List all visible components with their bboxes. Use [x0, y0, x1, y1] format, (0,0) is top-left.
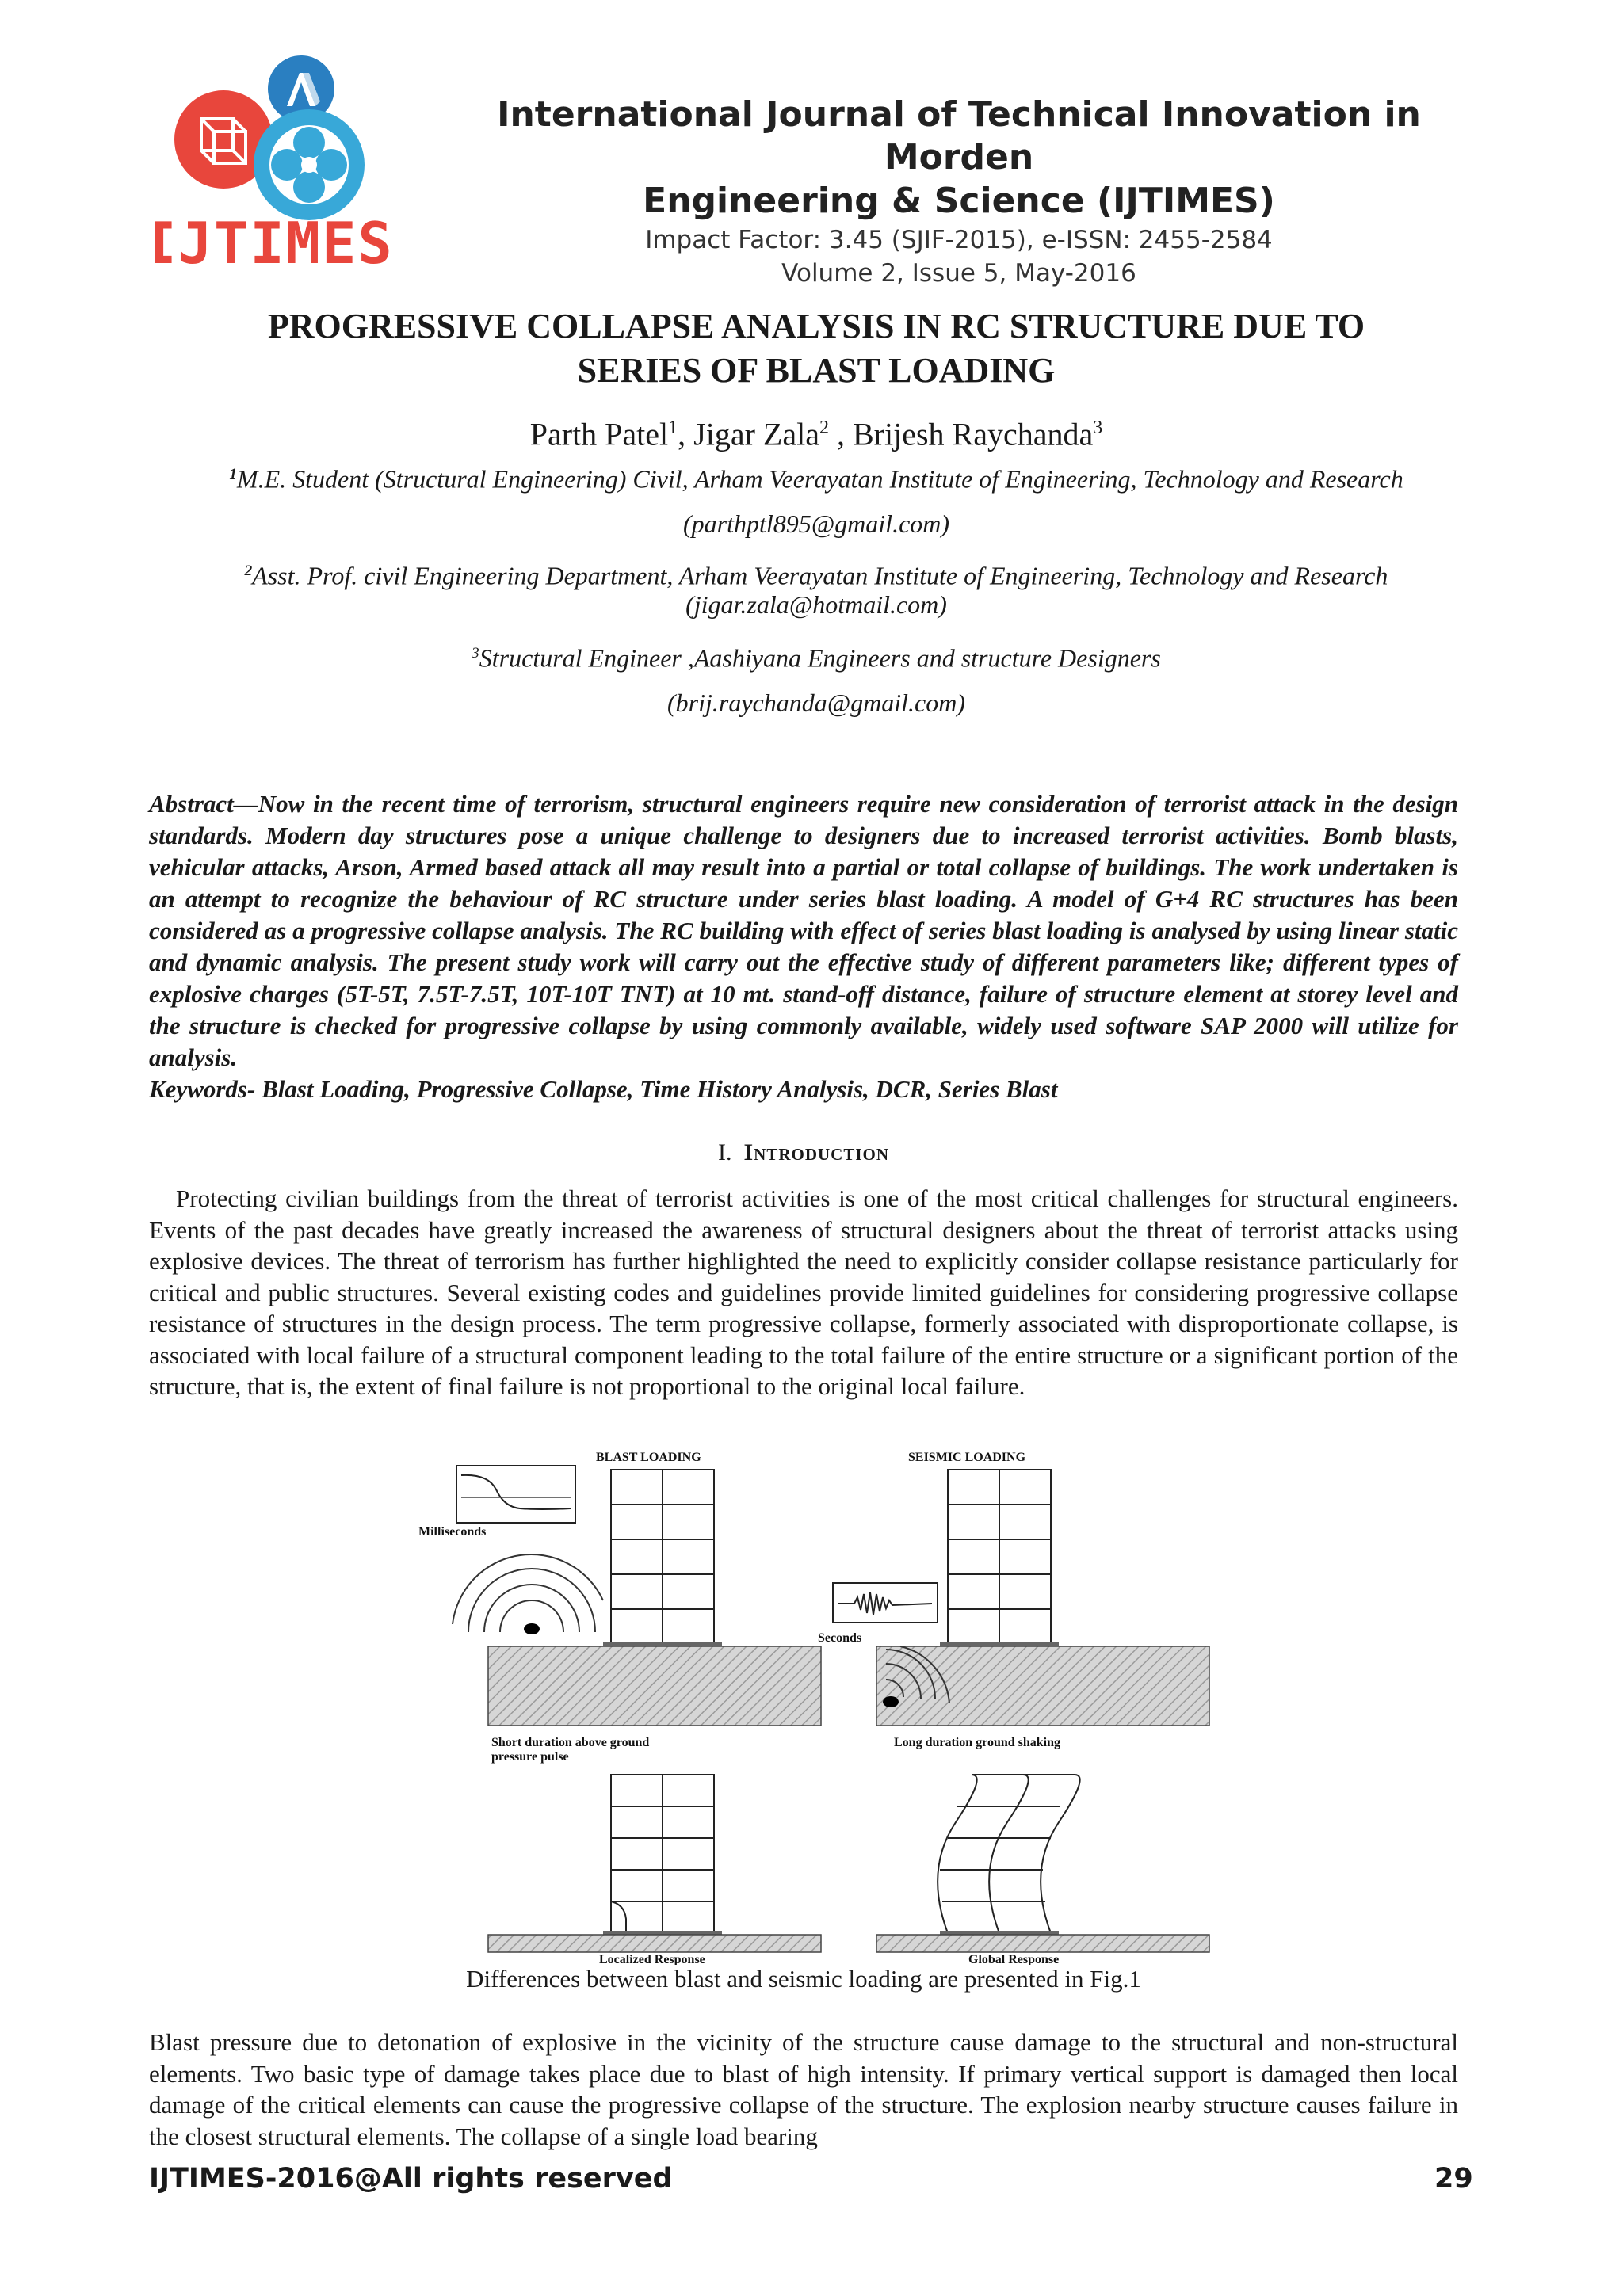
figure-caption: Differences between blast and seismic loading are presented in Fig.1	[466, 1965, 1141, 1993]
label-milliseconds: Milliseconds	[418, 1525, 487, 1539]
blast-loading-panel	[418, 1451, 821, 1764]
label-blast-loading: BLAST LOADING	[596, 1451, 701, 1464]
label-localized-response: Localized Response	[599, 1953, 705, 1965]
intro-paragraph: Protecting civilian buildings from the threat of terrorist activities is one of the most critical challenges for structural engineers. Events of the past decades have greatly increased the awareness of structural designers about the threat of terrorist attacks using explosive devices. The threat of terrorism has further highlighted the need to explicitly consider collapse resistance particularly for critical and public structures. Several existing codes and guidelines provide limited guidelines for considering progressive collapse resistance of structures in the design process. The term progressive collapse, formerly associated with disproportionate collapse, is associated with local failure of a structural component leading to the total failure of the entire structure or a significant portion of the structure, that is, the extent of final failure is not proportional to the original local failure.	[149, 1184, 1458, 1400]
global-response-panel	[876, 1775, 1209, 1965]
paper-title-line2: SERIES OF BLAST LOADING	[577, 351, 1056, 390]
affiliation-2	[151, 555, 1482, 593]
figure-blast-vs-seismic	[401, 1442, 1222, 1965]
blast-paragraph: Blast pressure due to detonation of explosive in the vicinity of the structure cause damage to the structural and non-structural elements. Two basic type of damage takes place due to blast of high intensity. If primary vertical support is damaged then local damage of the critical elements can cause the progressive collapse of the structure. The explosion nearby structure causes failure in the closest structural elements. The collapse of a single load bearing	[149, 2028, 1458, 2150]
paper-title-line1: PROGRESSIVE COLLAPSE ANALYSIS IN RC STRUCTURE DUE TO	[267, 307, 1365, 345]
keywords: Keywords- Blast Loading, Progressive Collapse, Time History Analysis, DCR, Series Blast	[149, 1075, 1058, 1103]
affiliation-2-email: (jigar.zala@hotmail.com)	[685, 590, 947, 619]
journal-logo	[155, 46, 393, 276]
author-affiliation-mark: 1	[668, 418, 678, 438]
localized-response-panel	[488, 1775, 821, 1965]
paper-title	[151, 304, 1482, 393]
affiliation-3	[151, 637, 1482, 675]
page-number: 29	[1434, 2163, 1473, 2195]
logo-text: IJTIMES	[155, 210, 393, 276]
author-affiliation-mark: 3	[1093, 418, 1103, 438]
affiliation-text: Asst. Prof. civil Engineering Department, Arham Veerayatan Institute of Engineering, Technology and Research	[252, 561, 1388, 590]
author-separator: ,	[828, 416, 853, 452]
journal-volume-issue: Volume 2, Issue 5, May-2016	[781, 259, 1136, 288]
seismic-loading-panel	[818, 1451, 1209, 1749]
affiliation-text: Structural Engineer ,Aashiyana Engineers and structure Designers	[479, 643, 1161, 673]
journal-header	[444, 93, 1474, 290]
section-number: I.	[717, 1139, 732, 1165]
affiliation-1	[151, 458, 1482, 496]
section-heading	[149, 1137, 1458, 1169]
affiliation-mark: 3	[472, 645, 479, 662]
author-name: Brijesh Raychanda	[852, 416, 1094, 452]
affiliation-text: M.E. Student (Structural Engineering) Civil, Arham Veerayatan Institute of Engineering, Technology and Research	[236, 464, 1403, 494]
label-seconds: Seconds	[818, 1631, 862, 1645]
affiliation-1-email: (parthptl895@gmail.com)	[682, 509, 950, 538]
label-short-duration: Short duration above ground	[491, 1736, 650, 1749]
author-separator: ,	[678, 416, 694, 452]
author-name: Parth Patel	[529, 416, 669, 452]
section-title: Introduction	[743, 1139, 890, 1165]
author-affiliation-mark: 2	[819, 418, 829, 438]
label-pressure-pulse: pressure pulse	[491, 1750, 569, 1764]
journal-title-line2: Engineering & Science (IJTIMES)	[643, 181, 1275, 221]
journal-impact-factor: Impact Factor: 3.45 (SJIF-2015), e-ISSN: 2455-2584	[645, 226, 1273, 254]
footer-copyright: IJTIMES-2016@All rights reserved	[149, 2163, 673, 2195]
journal-title-line1: International Journal of Technical Innovation in Morden	[497, 94, 1421, 177]
author-list	[151, 406, 1482, 456]
affiliation-mark: 1	[229, 466, 237, 482]
affiliation-3-email: (brij.raychanda@gmail.com)	[666, 688, 966, 717]
author-name: Jigar Zala	[693, 416, 819, 452]
abstract: Abstract—Now in the recent time of terrorism, structural engineers require new consideration of terrorist attack in the design standards. Modern day structures pose a unique challenge to designers due to increased terrorist activities. Bomb blasts, vehicular attacks, Arson, Armed based attack all may result into a partial or total collapse of buildings. The work undertaken is an attempt to recognize the behaviour of RC structure under series blast loading. A model of G+4 RC structures has been considered as a progressive collapse analysis. The RC building with effect of series blast loading is analysed by using linear static and dynamic analysis. The present study work will carry out the effective study of different parameters like; different types of explosive charges (5T-5T, 7.5T-7.5T, 10T-10T TNT) at 10 mt. stand-off distance, failure of structure element at storey level and the structure is checked for progressive collapse by using commonly available, widely used software SAP 2000 will utilize for analysis.	[149, 790, 1458, 1071]
affiliation-mark: 2	[244, 563, 253, 579]
label-global-response: Global Response	[968, 1953, 1060, 1965]
label-seismic-loading: SEISMIC LOADING	[908, 1451, 1026, 1464]
label-long-duration: Long duration ground shaking	[894, 1736, 1061, 1749]
